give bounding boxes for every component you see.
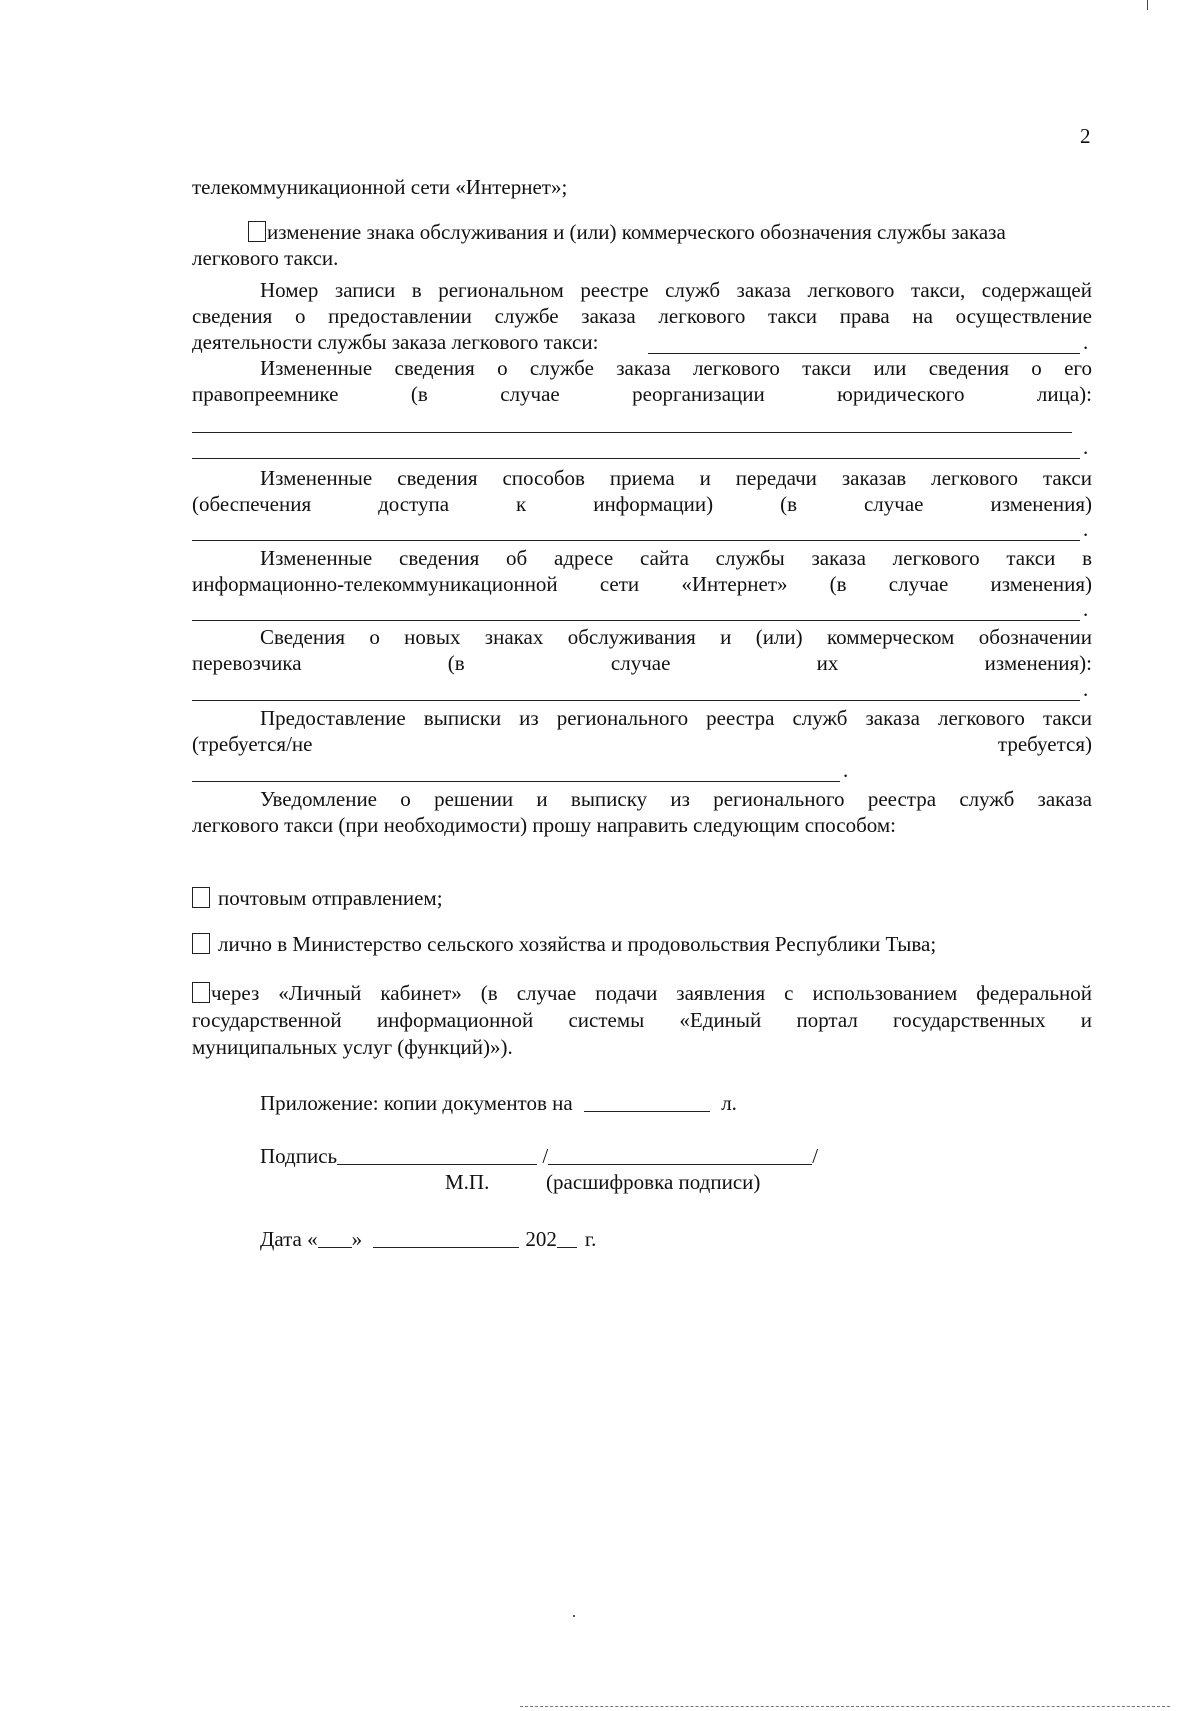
slash: / xyxy=(542,1144,549,1168)
registry-number-line1: Номер записи в региональном реестре служб заказа легкового такси, содержащей xyxy=(260,278,1092,302)
checkbox-trademark[interactable] xyxy=(248,221,266,242)
date-label: Дата « xyxy=(260,1227,318,1251)
changed-info-field-2[interactable] xyxy=(192,458,1080,459)
option-personal[interactable] xyxy=(192,931,1092,957)
attachment-unit: л. xyxy=(721,1091,737,1115)
signature-decoding-field[interactable] xyxy=(548,1146,812,1165)
signature-label: Подпись xyxy=(260,1144,338,1168)
date-month-field[interactable] xyxy=(373,1229,519,1248)
option-cabinet-line2: государственной информационной системы «Единый портал государственных и xyxy=(192,1008,1092,1032)
date-year-field[interactable] xyxy=(557,1229,577,1248)
extract-field[interactable] xyxy=(192,781,840,782)
notice-line2: легкового такси (при необходимости) прошу направить следующим способом: xyxy=(192,813,897,837)
signature-line xyxy=(260,1143,880,1169)
notice-line1: Уведомление о решении и выписку из регионального реестра служб заказа xyxy=(260,787,1092,811)
option-cabinet[interactable] xyxy=(192,980,1092,1006)
changed-site-field[interactable] xyxy=(192,620,1080,621)
option-trademark[interactable] xyxy=(248,219,1092,245)
new-marks-line1: Сведения о новых знаках обслуживания и (или) коммерческом обозначении xyxy=(260,625,1092,649)
option-personal-label: лично в Министерство сельского хозяйства и продовольствия Республики Тыва; xyxy=(218,932,937,956)
changed-info-line2: правопреемнике (в случае реорганизации юридического лица): xyxy=(192,382,1092,406)
new-marks-line2: перевозчика (в случае их изменения): xyxy=(192,651,1092,675)
registry-number-line3: деятельности службы заказа легкового такси: xyxy=(192,330,599,354)
period: . xyxy=(1083,330,1089,354)
scan-mark xyxy=(1147,0,1148,10)
text-internet-end: телекоммуникационной сети «Интернет»; xyxy=(192,175,568,199)
date-year: 202 xyxy=(525,1227,557,1251)
changed-site-line2: информационно-телекоммуникационной сети «Интернет» (в случае изменения) xyxy=(192,572,1092,596)
changed-info-line1: Измененные сведения о службе заказа легкового такси или сведения о его xyxy=(260,356,1092,380)
date-quote-close: » xyxy=(351,1227,363,1251)
changed-methods-field[interactable] xyxy=(192,540,1080,541)
new-marks-field[interactable] xyxy=(192,700,1080,701)
extract-line1: Предоставление выписки из регионального реестра служб заказа легкового такси xyxy=(260,706,1092,730)
changed-methods-line1: Измененные сведения способов приема и передачи заказав легкового такси xyxy=(260,466,1092,490)
registry-number-line2: сведения о предоставлении службе заказа легкового такси права на осуществление xyxy=(192,304,1092,328)
changed-site-line1: Измененные сведения об адресе сайта службы заказа легкового такси в xyxy=(260,546,1092,570)
date-day-field[interactable] xyxy=(318,1229,352,1248)
period: . xyxy=(1083,597,1089,621)
period: . xyxy=(843,758,849,782)
scan-bottom-edge xyxy=(520,1706,1170,1707)
checkbox-cabinet[interactable] xyxy=(192,982,210,1003)
registry-number-field[interactable] xyxy=(648,353,1080,354)
option-trademark-cont: легкового такси. xyxy=(192,246,339,270)
date-line xyxy=(260,1226,760,1252)
attachment-pages-field[interactable] xyxy=(584,1093,710,1112)
checkbox-personal[interactable] xyxy=(192,933,210,954)
checkbox-mail[interactable] xyxy=(192,887,210,908)
option-trademark-label: изменение знака обслуживания и (или) коммерческого обозначения службы заказа xyxy=(267,220,1006,244)
option-mail[interactable] xyxy=(192,885,1092,911)
date-year-suffix: г. xyxy=(584,1227,597,1251)
attachment-label: Приложение: копии документов на xyxy=(260,1091,573,1115)
period: . xyxy=(1083,517,1089,541)
option-mail-label: почтовым отправлением; xyxy=(218,886,443,910)
extract-line2: (требуется/не требуется) xyxy=(192,732,1092,756)
slash: / xyxy=(812,1144,819,1168)
option-cabinet-label: через «Личный кабинет» (в случае подачи заявления с использованием федеральной xyxy=(211,981,1092,1005)
page-number: 2 xyxy=(1080,124,1091,148)
attachment-line xyxy=(260,1090,860,1116)
changed-methods-line2: (обеспечения доступа к информации) (в случае изменения) xyxy=(192,492,1092,516)
option-cabinet-line3: муниципальных услуг (функций)»). xyxy=(192,1035,513,1059)
period: . xyxy=(1083,435,1089,459)
changed-info-field-1[interactable] xyxy=(192,432,1072,433)
scan-speck xyxy=(573,1615,575,1617)
signature-decoding-label: (расшифровка подписи) xyxy=(546,1170,761,1194)
stamp-label: М.П. xyxy=(445,1170,490,1194)
signature-field[interactable] xyxy=(337,1146,537,1165)
period: . xyxy=(1083,677,1089,701)
